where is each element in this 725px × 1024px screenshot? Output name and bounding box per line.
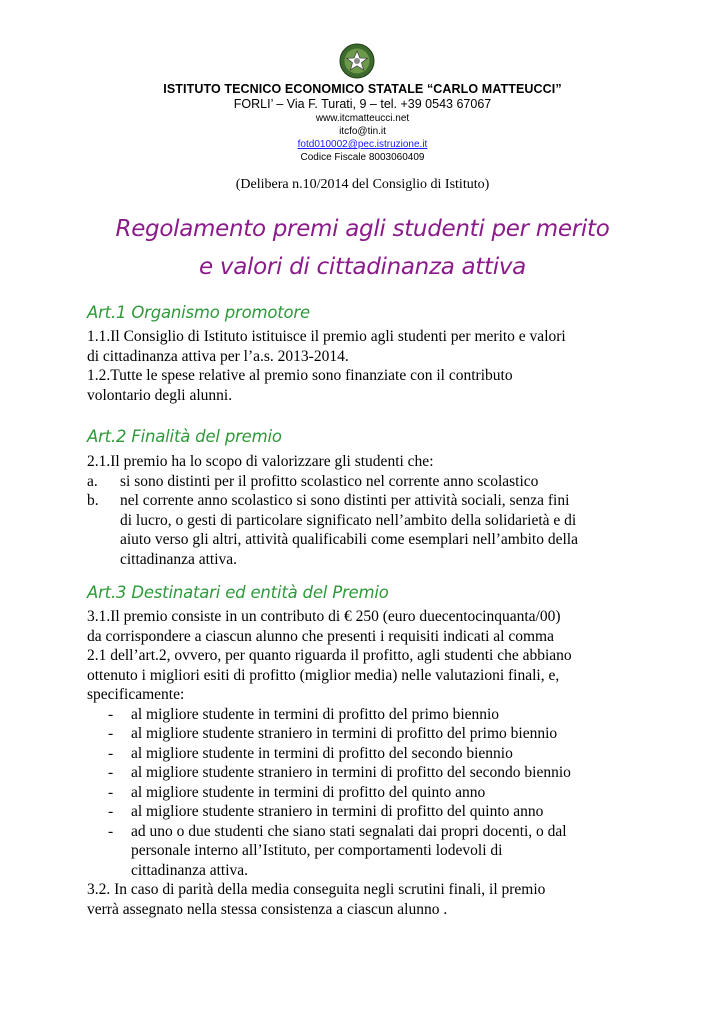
italian-republic-emblem-icon (339, 43, 375, 79)
list-item (108, 763, 627, 783)
list-item-text (131, 822, 627, 881)
list-item (108, 822, 627, 881)
list-item-line: aiuto verso gli altri, attività qualificabili come esemplari nell’ambito della (120, 531, 578, 548)
art1-line: 1.1.Il Consiglio di Istituto istituisce il premio agli studenti per merito e valori (87, 328, 566, 345)
art3-paragraph-1 (87, 607, 627, 705)
list-item-text: si sono distinti per il profitto scolastico nel corrente anno scolastico (120, 472, 539, 490)
list-item-text: al migliore studente in termini di profitto del secondo biennio (131, 744, 513, 762)
list-item-line: ad uno o due studenti che siano stati segnalati dai propri docenti, o dal (131, 822, 567, 840)
list-item-text: al migliore studente in termini di profitto del quinto anno (131, 783, 486, 801)
list-marker: - (108, 783, 114, 801)
art1-line: 1.2.Tutte le spese relative al premio sono finanziate con il contributo (87, 367, 513, 384)
institute-pec-link[interactable]: fotd010002@pec.istruzione.it (297, 139, 428, 150)
document-title (0, 210, 725, 286)
art2-intro: 2.1.Il premio ha lo scopo di valorizzare gli studenti che: (87, 453, 434, 470)
list-item-line: nel corrente anno scolastico si sono distinti per attività sociali, senza fini (120, 492, 570, 509)
art1-line: volontario degli alunni. (87, 386, 233, 404)
list-marker: - (108, 764, 114, 781)
list-item-line: di lucro, o gesti di particolare significato nell’ambito della solidarietà e di (120, 511, 577, 529)
document-title-line-2: e valori di cittadinanza attiva (199, 254, 526, 280)
art3-paragraph-2 (87, 880, 627, 919)
list-item-text: al migliore studente straniero in termini di profitto del quinto anno (131, 803, 544, 820)
art3-line: ottenuto i migliori esiti di profitto (miglior media) nelle valutazioni finali, e, (87, 666, 560, 684)
art3-line: 3.2. In caso di parità della media conseguita negli scrutini finali, il premio (87, 881, 546, 898)
list-item (108, 744, 627, 764)
delibera-reference: (Delibera n.10/2014 del Consiglio di Istituto) (235, 177, 490, 192)
list-marker: - (108, 705, 114, 723)
art2-heading: Art.2 Finalità del premio (87, 427, 282, 446)
list-item (108, 783, 627, 803)
list-item-text: al migliore studente straniero in termini di profitto del secondo biennio (131, 764, 571, 781)
art1-line: di cittadinanza attiva per l’a.s. 2013-2014. (87, 347, 349, 365)
art2-item-a (87, 472, 627, 492)
list-marker: - (108, 822, 114, 840)
list-marker: - (108, 725, 114, 742)
art3-line: verrà assegnato nella stessa consistenza a ciascun alunno . (87, 900, 448, 918)
list-item-line: cittadinanza attiva. (131, 861, 249, 879)
institute-email: itcfo@tin.it (339, 126, 386, 137)
art3-line: specificamente: (87, 686, 185, 703)
art1-heading: Art.1 Organismo promotore (87, 303, 310, 322)
list-marker: - (108, 803, 114, 820)
list-marker: - (108, 744, 114, 762)
art3-recipient-list (108, 705, 627, 881)
art2-item-b (87, 491, 627, 569)
letterhead (0, 82, 725, 164)
list-item-line: cittadinanza attiva. (120, 550, 238, 568)
list-item (108, 705, 627, 725)
list-item-text: al migliore studente straniero in termini di profitto del primo biennio (131, 725, 558, 742)
art3-line: 2.1 dell’art.2, ovvero, per quanto riguarda il profitto, agli studenti che abbiano (87, 647, 572, 664)
institute-address: FORLI’ – Via F. Turati, 9 – tel. +39 0543 67067 (233, 97, 492, 111)
art3-heading: Art.3 Destinatari ed entità del Premio (87, 583, 389, 602)
document-title-line-1: Regolamento premi agli studenti per merito (115, 216, 610, 242)
institute-name: ISTITUTO TECNICO ECONOMICO STATALE “CARLO MATTEUCCI” (163, 82, 562, 96)
list-item-text (120, 491, 627, 569)
art1-text (87, 327, 627, 405)
list-item-text: al migliore studente in termini di profitto del primo biennio (131, 705, 500, 723)
institute-website: www.itcmatteucci.net (315, 113, 410, 124)
art2-list (87, 472, 627, 570)
art3-line: 3.1.Il premio consiste in un contributo di € 250 (euro duecentocinquanta/00) (87, 608, 561, 625)
list-item (108, 724, 627, 744)
fiscal-code: Codice Fiscale 8003060409 (300, 152, 425, 163)
list-marker: a. (87, 472, 98, 490)
list-item (108, 802, 627, 822)
list-item-line: personale interno all’Istituto, per comportamenti lodevoli di (131, 842, 503, 859)
art3-line: da corrispondere a ciascun alunno che presenti i requisiti indicati al comma (87, 627, 554, 645)
list-marker: b. (87, 492, 99, 509)
